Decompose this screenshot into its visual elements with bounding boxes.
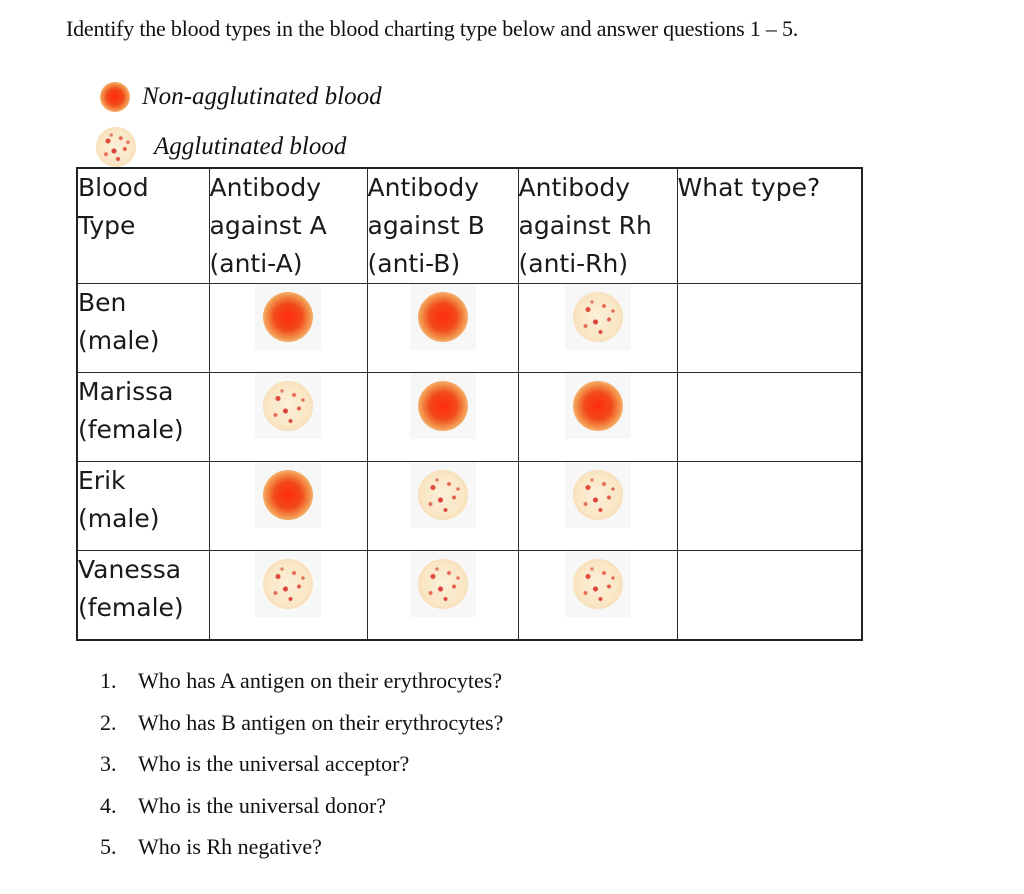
question-item: 1. Who has A antigen on their erythrocytes? [100,668,503,693]
person-sex: (female) [78,415,184,444]
result-cell-anti-a [209,551,367,641]
header-anti-rh: Antibody against Rh (anti-Rh) [518,168,677,284]
person-name: Ben [78,288,127,317]
result-cell-anti-a [209,373,367,462]
person-name-cell [77,462,209,551]
result-cell-anti-a [209,284,367,373]
table-row [77,284,862,373]
agglutinated-drop-icon [573,292,623,342]
header-anti-a: Antibody against A (anti-A) [209,168,367,284]
person-sex: (male) [78,326,160,355]
header-what-type: What type? [677,168,862,284]
table-row [77,551,862,641]
non-agglutinated-drop-icon [263,470,313,520]
legend-non-agglutinated [100,82,382,112]
question-item: 3. Who is the universal acceptor? [100,751,410,776]
answer-cell[interactable] [677,462,862,551]
person-name-cell [77,373,209,462]
table-row [77,462,862,551]
non-agglutinated-drop-icon [418,381,468,431]
question-item: 5. Who is Rh negative? [100,834,322,859]
blood-chart-table [76,167,863,641]
result-cell-anti-b [367,462,518,551]
agglutinated-drop-icon [263,381,313,431]
table-header-row [77,168,862,284]
answer-cell[interactable] [677,284,862,373]
agglutinated-drop-icon [96,127,136,167]
person-name: Vanessa [78,555,182,584]
result-cell-anti-b [367,284,518,373]
person-name-cell [77,551,209,641]
question-list [100,668,503,876]
agglutinated-drop-icon [573,470,623,520]
person-name: Erik [78,466,126,495]
result-cell-anti-rh [518,373,677,462]
answer-cell[interactable] [677,551,862,641]
agglutinated-drop-icon [263,559,313,609]
table-row [77,373,862,462]
result-cell-anti-rh [518,462,677,551]
legend-label: Agglutinated blood [154,133,347,160]
result-cell-anti-b [367,551,518,641]
answer-cell[interactable] [677,373,862,462]
instructions: Identify the blood types in the blood charting type below and answer questions 1 – 5. [66,16,799,41]
non-agglutinated-drop-icon [100,82,130,112]
question-item: 4. Who is the universal donor? [100,792,387,818]
non-agglutinated-drop-icon [573,381,623,431]
non-agglutinated-drop-icon [418,292,468,342]
legend-agglutinated [96,127,346,167]
question-item: 2. Who has B antigen on their erythrocytes? [100,709,504,735]
result-cell-anti-rh [518,551,677,641]
agglutinated-drop-icon [573,559,623,609]
agglutinated-drop-icon [418,559,468,609]
agglutinated-drop-icon [418,470,468,520]
legend-label: Non-agglutinated blood [142,83,382,110]
person-name-cell [77,284,209,373]
header-anti-b: Antibody against B (anti-B) [367,168,518,284]
header-blood-type: Blood Type [77,168,209,284]
result-cell-anti-rh [518,284,677,373]
non-agglutinated-drop-icon [263,292,313,342]
person-name: Marissa [78,377,174,406]
person-sex: (female) [78,593,184,622]
result-cell-anti-a [209,462,367,551]
result-cell-anti-b [367,373,518,462]
person-sex: (male) [78,504,160,533]
